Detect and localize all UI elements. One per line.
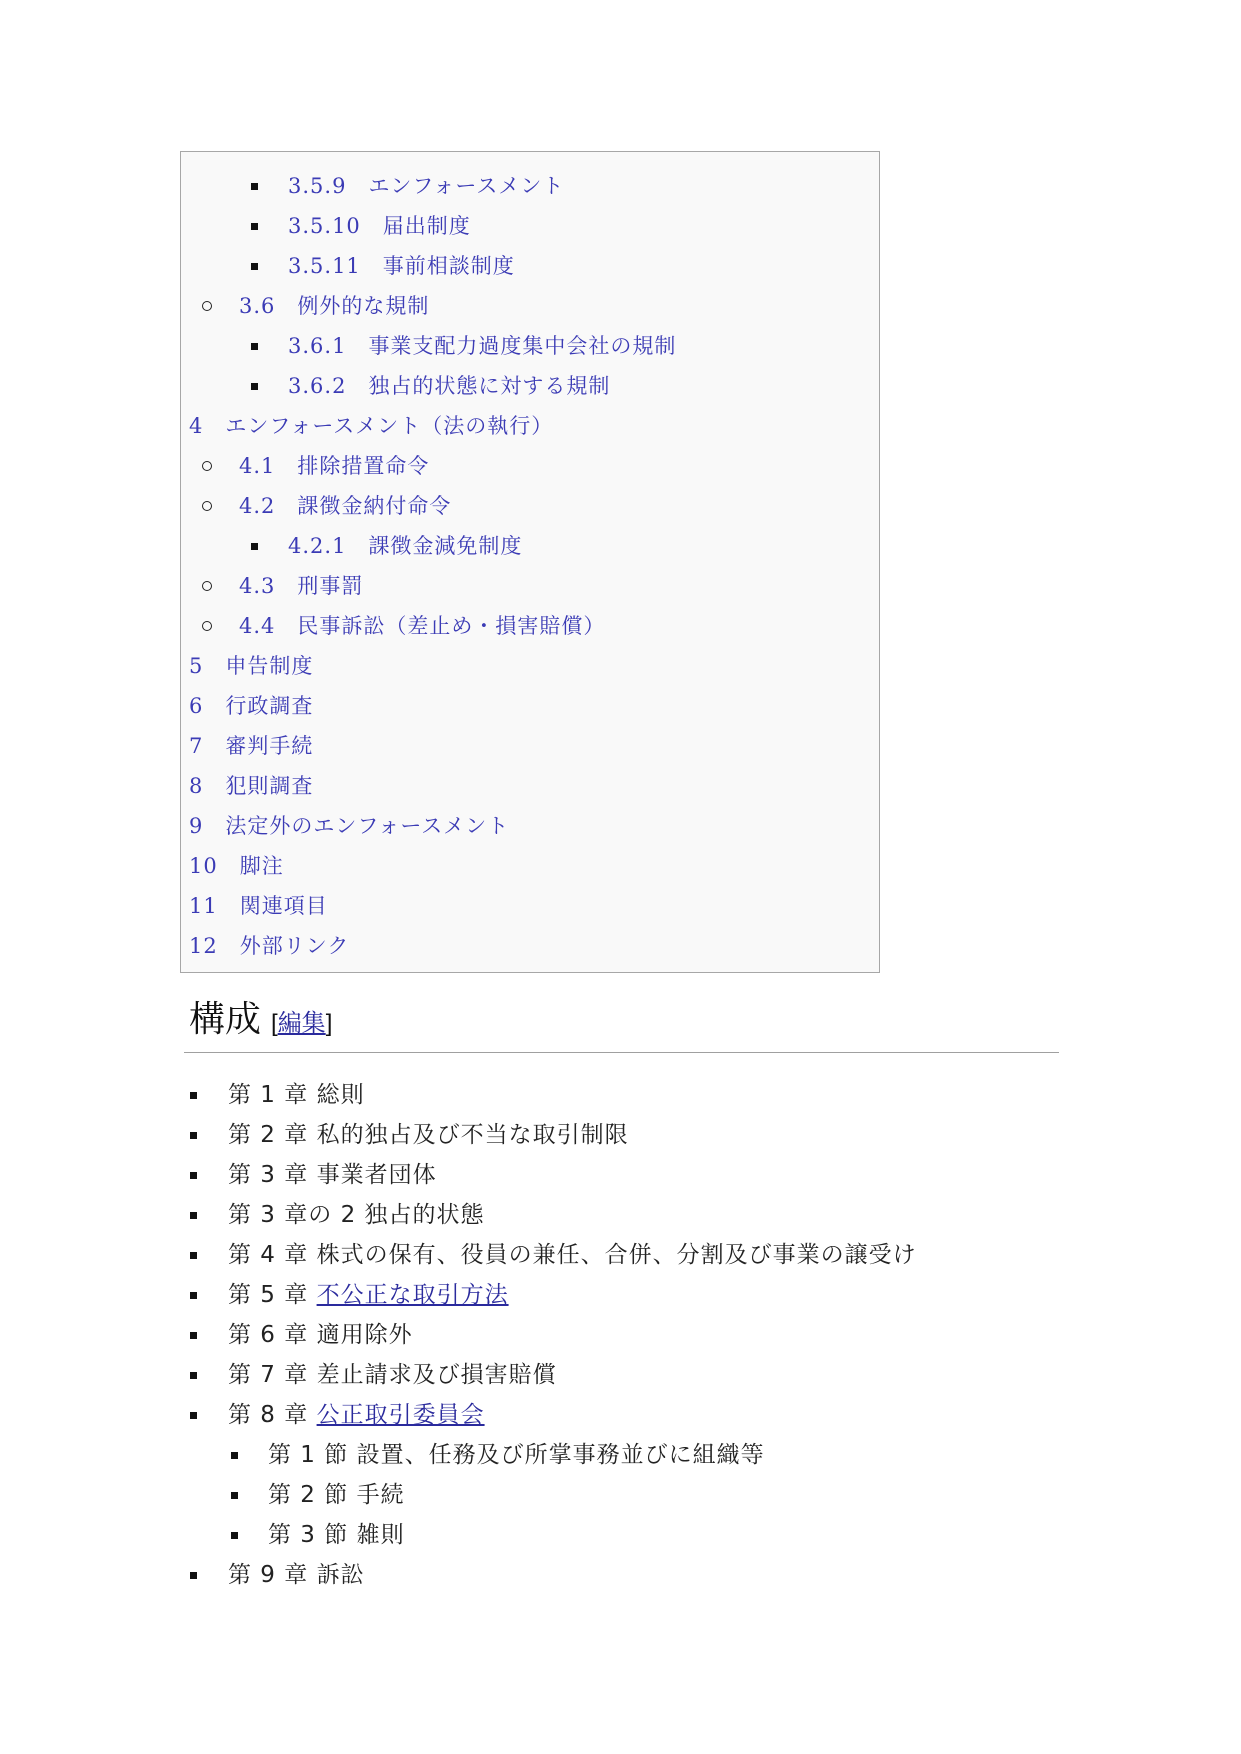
toc-number: 3.6.1 [288,334,347,358]
toc-number: 8 [189,774,204,798]
toc-item[interactable] [189,926,349,966]
toc-item[interactable] [288,246,515,286]
toc-link[interactable] [288,334,676,358]
toc-link[interactable] [189,654,313,678]
toc-link[interactable] [189,854,284,878]
chapter-link[interactable]: 不公正な取引方法 [316,1282,509,1308]
toc-text: 刑事罰 [297,574,364,598]
toc-number: 6 [189,694,204,718]
chapter-item [228,1075,365,1115]
section-item [268,1475,405,1515]
chapter-prefix: 第 3 節 [268,1522,357,1548]
toc-link[interactable] [189,414,553,438]
square-bullet-icon [190,1212,197,1219]
chapter-prefix: 第 5 章 [228,1282,317,1308]
circle-bullet-icon [202,501,212,511]
toc-text: 行政調査 [225,694,314,718]
toc-text: 犯則調査 [225,774,314,798]
square-bullet-icon [231,1452,238,1459]
square-bullet-icon [251,343,258,350]
chapter-title: 株式の保有、役員の兼任、合併、分割及び事業の譲受け [316,1242,917,1268]
chapter-item[interactable] [228,1395,485,1435]
circle-bullet-icon [202,301,212,311]
edit-bracket-open: [ [271,1010,278,1037]
chapter-prefix: 第 3 章の 2 [228,1202,365,1228]
toc-item[interactable] [288,526,522,566]
section-item [268,1435,765,1475]
toc-number: 4.3 [239,574,276,598]
chapter-title: 設置、任務及び所掌事務並びに組織等 [356,1442,765,1468]
toc-number: 3.6.2 [288,374,347,398]
toc-item[interactable] [288,326,676,366]
chapter-item [228,1195,485,1235]
circle-bullet-icon [202,621,212,631]
heading-divider [184,1052,1059,1053]
toc-number: 7 [189,734,204,758]
toc-item[interactable] [189,686,313,726]
toc-link[interactable] [189,774,313,798]
toc-text: 事前相談制度 [382,254,515,278]
toc-text: 届出制度 [382,214,471,238]
chapter-title: 総則 [316,1082,365,1108]
toc-link[interactable] [189,814,509,838]
toc-number: 12 [189,934,218,958]
square-bullet-icon [190,1292,197,1299]
chapter-prefix: 第 9 章 [228,1562,317,1588]
toc-number: 3.6 [239,294,276,318]
toc-link[interactable] [189,934,349,958]
toc-text: 課徴金減免制度 [368,534,523,558]
toc-item[interactable] [239,446,429,486]
toc-link[interactable] [239,494,451,518]
square-bullet-icon [251,223,258,230]
toc-number: 4.1 [239,454,276,478]
toc-item[interactable] [239,286,429,326]
chapter-item [228,1315,413,1355]
chapter-prefix: 第 4 章 [228,1242,317,1268]
toc-item[interactable] [239,566,363,606]
chapter-link[interactable]: 公正取引委員会 [316,1402,485,1428]
chapter-item [228,1355,557,1395]
chapter-prefix: 第 3 章 [228,1162,317,1188]
chapter-title: 手続 [356,1482,405,1508]
toc-text: 課徴金納付命令 [297,494,452,518]
chapter-item [228,1235,917,1275]
toc-text: 審判手続 [225,734,314,758]
toc-item[interactable] [189,846,284,886]
circle-bullet-icon [202,461,212,471]
square-bullet-icon [251,263,258,270]
toc-item[interactable] [239,606,605,646]
square-bullet-icon [251,183,258,190]
chapter-prefix: 第 2 節 [268,1482,357,1508]
toc-link[interactable] [288,254,515,278]
square-bullet-icon [190,1252,197,1259]
toc-text: エンフォースメント（法の執行） [225,414,554,438]
square-bullet-icon [231,1532,238,1539]
toc-text: 独占的状態に対する規制 [368,374,611,398]
square-bullet-icon [190,1132,197,1139]
chapter-title: 独占的状態 [364,1202,485,1228]
toc-text: 民事訴訟（差止め・損害賠償） [297,614,606,638]
square-bullet-icon [190,1092,197,1099]
chapter-title: 差止請求及び損害賠償 [316,1362,557,1388]
square-bullet-icon [190,1372,197,1379]
chapter-title: 適用除外 [316,1322,413,1348]
chapter-prefix: 第 1 節 [268,1442,357,1468]
table-of-contents [180,151,880,973]
toc-link[interactable] [288,534,522,558]
square-bullet-icon [190,1572,197,1579]
toc-link[interactable] [189,694,313,718]
toc-link[interactable] [239,614,605,638]
square-bullet-icon [231,1492,238,1499]
chapter-title: 雑則 [356,1522,405,1548]
square-bullet-icon [190,1172,197,1179]
toc-text: エンフォースメント [368,174,565,198]
toc-text: 外部リンク [239,934,350,958]
toc-number: 9 [189,814,204,838]
chapter-title: 訴訟 [316,1562,365,1588]
toc-number: 4.4 [239,614,276,638]
section-item [268,1515,405,1555]
toc-item[interactable] [288,366,610,406]
toc-link[interactable] [189,894,328,918]
chapter-prefix: 第 8 章 [228,1402,317,1428]
chapter-prefix: 第 2 章 [228,1122,317,1148]
toc-number: 10 [189,854,218,878]
toc-item[interactable] [189,726,313,766]
square-bullet-icon [251,383,258,390]
chapter-item [228,1155,437,1195]
toc-text: 排除措置命令 [297,454,430,478]
edit-link-wrapper [271,1010,332,1037]
toc-link[interactable] [239,574,363,598]
toc-link[interactable] [239,454,429,478]
chapter-item[interactable] [228,1275,509,1315]
toc-link[interactable] [239,294,429,318]
toc-text: 事業支配力過度集中会社の規制 [368,334,677,358]
toc-number: 3.5.9 [288,174,347,198]
toc-number: 3.5.11 [288,254,361,278]
toc-number: 11 [189,894,218,918]
toc-item[interactable] [288,206,471,246]
section-title: 構成 [189,999,262,1040]
toc-text: 申告制度 [225,654,314,678]
square-bullet-icon [251,543,258,550]
circle-bullet-icon [202,581,212,591]
chapter-prefix: 第 1 章 [228,1082,317,1108]
edit-link[interactable]: 編集 [277,1010,326,1037]
square-bullet-icon [190,1332,197,1339]
chapter-prefix: 第 7 章 [228,1362,317,1388]
toc-number: 3.5.10 [288,214,361,238]
toc-item[interactable] [189,806,509,846]
toc-item[interactable] [189,406,553,446]
toc-item[interactable] [239,486,451,526]
section-heading [189,990,332,1050]
toc-item[interactable] [189,646,313,686]
toc-number: 4 [189,414,204,438]
toc-text: 脚注 [239,854,284,878]
toc-link[interactable] [288,174,564,198]
chapter-title: 事業者団体 [316,1162,437,1188]
toc-item[interactable] [288,166,564,206]
toc-link[interactable] [288,374,610,398]
chapter-prefix: 第 6 章 [228,1322,317,1348]
toc-number: 4.2.1 [288,534,347,558]
toc-number: 4.2 [239,494,276,518]
toc-text: 例外的な規制 [297,294,430,318]
toc-item[interactable] [189,886,328,926]
chapter-item [228,1555,365,1595]
edit-bracket-close: ] [325,1010,333,1037]
toc-link[interactable] [189,734,313,758]
chapter-item [228,1115,629,1155]
square-bullet-icon [190,1412,197,1419]
chapter-title: 私的独占及び不当な取引制限 [316,1122,629,1148]
toc-number: 5 [189,654,204,678]
toc-link[interactable] [288,214,471,238]
toc-text: 関連項目 [239,894,328,918]
toc-text: 法定外のエンフォースメント [225,814,510,838]
toc-item[interactable] [189,766,313,806]
